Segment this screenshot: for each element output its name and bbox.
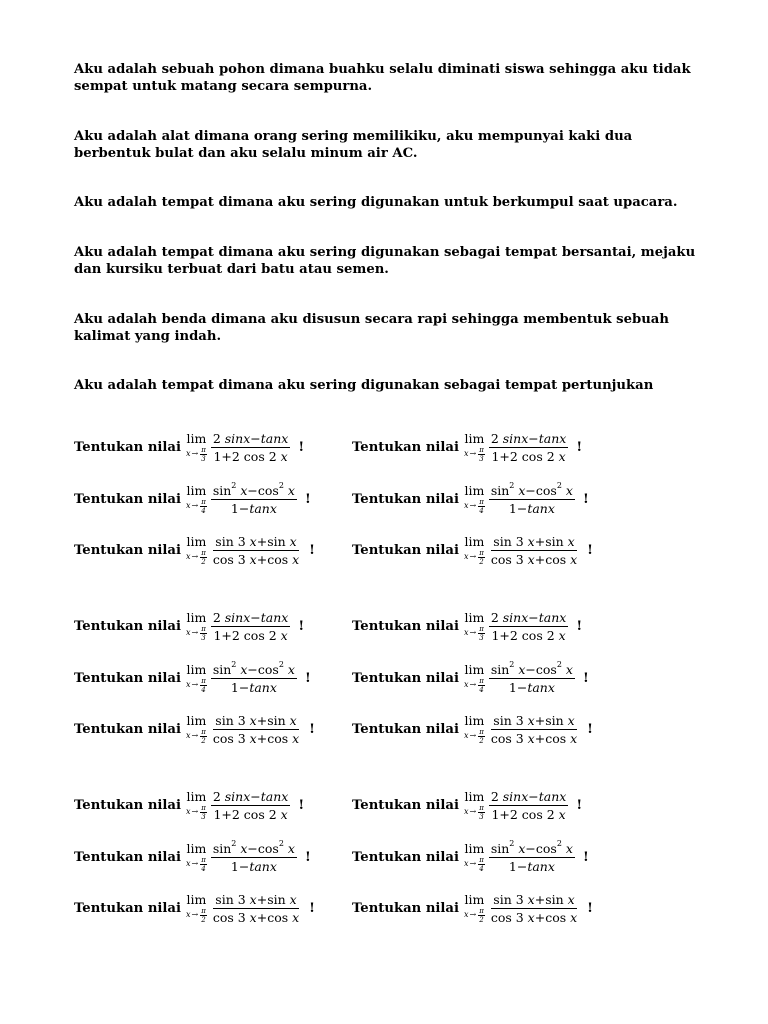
- lim-subscript: [464, 549, 485, 566]
- lim-target-numerator: π: [479, 497, 484, 506]
- arrow-icon: →: [469, 859, 477, 868]
- exclamation-mark: !: [298, 618, 305, 634]
- lim-variable: x: [185, 501, 191, 510]
- limit-problem: [74, 652, 311, 704]
- lim-subscript: [464, 728, 485, 745]
- fraction-denominator: cos 3 x+cos x: [490, 551, 578, 567]
- lim-word: lim: [186, 661, 207, 677]
- lim-target-numerator: π: [201, 445, 206, 454]
- fraction-numerator: sin 3 x+sin x: [493, 891, 575, 907]
- limit-operator: [186, 842, 207, 873]
- problem-label: Tentukan nilai: [352, 439, 459, 455]
- limit-operator: [186, 484, 207, 515]
- riddle-text: Aku adalah tempat dimana aku sering digunakan sebagai tempat bersantai, mejaku dan kursiku terbuat dari batu atau semen.: [74, 245, 696, 277]
- fraction-denominator: cos 3 x+cos x: [212, 909, 300, 925]
- lim-word: lim: [464, 609, 485, 625]
- exclamation-mark: !: [576, 439, 583, 455]
- limit-fraction: [211, 892, 301, 925]
- limit-operator: [464, 535, 485, 566]
- arrow-icon: →: [469, 807, 477, 816]
- fraction-numerator: 2 sinx−tanx: [212, 788, 289, 804]
- lim-variable: x: [463, 807, 469, 816]
- lim-target: [200, 907, 207, 924]
- lim-target-denominator: 4: [479, 685, 484, 694]
- lim-subscript: [186, 804, 207, 821]
- fraction-numerator: sin 3 x+sin x: [215, 533, 297, 549]
- fraction-numerator: sin 3 x+sin x: [215, 891, 297, 907]
- lim-target: [200, 625, 207, 642]
- riddle-text: Aku adalah tempat dimana aku sering digunakan sebagai tempat pertunjukan: [74, 378, 654, 393]
- lim-word: lim: [464, 712, 485, 728]
- lim-target-denominator: 3: [201, 633, 206, 642]
- arrow-icon: →: [191, 449, 199, 458]
- fraction-numerator: 2 sinx−tanx: [490, 609, 567, 625]
- fraction-numerator: $\sin^2 x-\cos^2$ x: [212, 660, 295, 677]
- exclamation-mark: !: [309, 721, 315, 737]
- exclamation-mark: !: [582, 670, 589, 686]
- fraction-numerator: 2 sinx−tanx: [212, 430, 289, 446]
- lim-variable: x: [185, 910, 191, 919]
- limit-operator: [464, 611, 485, 642]
- lim-word: lim: [186, 609, 207, 625]
- limit-operator: [464, 714, 485, 745]
- fraction-denominator: 1+2 cos 2 x: [491, 627, 566, 643]
- limit-problem: [352, 524, 593, 576]
- lim-target-denominator: 4: [201, 685, 206, 694]
- limit-problem: [352, 882, 593, 934]
- lim-word: lim: [464, 661, 485, 677]
- lim-target-denominator: 3: [479, 454, 484, 463]
- lim-target-denominator: 3: [201, 454, 206, 463]
- lim-target-denominator: 2: [479, 736, 484, 745]
- lim-word: lim: [464, 533, 485, 549]
- lim-word: lim: [186, 891, 207, 907]
- fraction-denominator: 1−tanx: [230, 500, 277, 516]
- fraction-denominator: 1−tanx: [508, 500, 555, 516]
- limit-fraction: [489, 841, 575, 874]
- limit-fraction: [211, 841, 297, 874]
- lim-target-numerator: π: [201, 624, 206, 633]
- lim-target: [200, 728, 207, 745]
- fraction-numerator: $\sin^2 x-\cos^2$ x: [490, 660, 573, 677]
- lim-target-denominator: 2: [201, 736, 206, 745]
- lim-target-denominator: 2: [201, 557, 206, 566]
- fraction-numerator: 2 sinx−tanx: [490, 788, 567, 804]
- problem-label: Tentukan nilai: [352, 797, 459, 813]
- fraction-denominator: cos 3 x+cos x: [490, 909, 578, 925]
- problem-label: Tentukan nilai: [352, 542, 459, 558]
- limit-problem: [352, 652, 589, 704]
- limit-operator: [186, 714, 207, 745]
- problem-label: Tentukan nilai: [352, 721, 459, 737]
- lim-target-denominator: 3: [479, 812, 484, 821]
- lim-target: [478, 498, 485, 515]
- limit-problem: [74, 882, 315, 934]
- arrow-icon: →: [191, 628, 199, 637]
- fraction-numerator: $\sin^2 x-\cos^2$ x: [490, 839, 573, 856]
- lim-target-numerator: π: [201, 497, 206, 506]
- lim-target-denominator: 4: [479, 506, 484, 515]
- problem-label: Tentukan nilai: [352, 618, 459, 634]
- problem-label: Tentukan nilai: [74, 721, 181, 737]
- lim-subscript: [464, 625, 485, 642]
- lim-target-denominator: 4: [479, 864, 484, 873]
- fraction-denominator: 1+2 cos 2 x: [213, 448, 288, 464]
- arrow-icon: →: [469, 731, 477, 740]
- lim-target-numerator: π: [479, 676, 484, 685]
- limit-problem: [74, 703, 315, 755]
- limit-operator: [186, 535, 207, 566]
- lim-target-numerator: π: [479, 445, 484, 454]
- limit-operator: [464, 842, 485, 873]
- fraction-denominator: 1−tanx: [230, 858, 277, 874]
- arrow-icon: →: [191, 807, 199, 816]
- lim-subscript: [186, 549, 207, 566]
- exclamation-mark: !: [309, 900, 315, 916]
- exclamation-mark: !: [582, 849, 589, 865]
- fraction-numerator: $\sin^2 x-\cos^2$ x: [212, 481, 295, 498]
- arrow-icon: →: [191, 859, 199, 868]
- limit-problem: [74, 524, 315, 576]
- fraction-numerator: $\sin^2 x-\cos^2$ x: [490, 481, 573, 498]
- limit-operator: [186, 611, 207, 642]
- exclamation-mark: !: [309, 542, 315, 558]
- lim-target-numerator: π: [201, 548, 206, 557]
- lim-word: lim: [186, 430, 207, 446]
- limit-fraction: [489, 431, 569, 464]
- lim-subscript: [186, 446, 207, 463]
- limit-operator: [464, 484, 485, 515]
- lim-variable: x: [185, 807, 191, 816]
- lim-variable: x: [185, 859, 191, 868]
- problem-label: Tentukan nilai: [74, 900, 181, 916]
- limit-operator: [186, 432, 207, 463]
- fraction-denominator: 1+2 cos 2 x: [491, 806, 566, 822]
- fraction-denominator: cos 3 x+cos x: [212, 551, 300, 567]
- limit-problem: [352, 473, 589, 525]
- problem-label: Tentukan nilai: [74, 797, 181, 813]
- arrow-icon: →: [469, 680, 477, 689]
- lim-subscript: [464, 677, 485, 694]
- lim-target-denominator: 3: [201, 812, 206, 821]
- lim-subscript: [186, 498, 207, 515]
- exclamation-mark: !: [587, 900, 593, 916]
- exclamation-mark: !: [587, 542, 593, 558]
- limit-fraction: [211, 534, 301, 567]
- lim-target-denominator: 4: [201, 506, 206, 515]
- arrow-icon: →: [469, 628, 477, 637]
- lim-subscript: [186, 677, 207, 694]
- limit-problem: [352, 831, 589, 883]
- lim-word: lim: [186, 533, 207, 549]
- lim-variable: x: [185, 731, 191, 740]
- arrow-icon: →: [469, 449, 477, 458]
- lim-target-denominator: 2: [479, 557, 484, 566]
- problem-label: Tentukan nilai: [74, 849, 181, 865]
- lim-subscript: [464, 498, 485, 515]
- arrow-icon: →: [191, 552, 199, 561]
- limit-fraction: [211, 713, 301, 746]
- problem-label: Tentukan nilai: [74, 670, 181, 686]
- limit-fraction: [489, 789, 569, 822]
- lim-target: [200, 677, 207, 694]
- riddle-text: Aku adalah alat dimana orang sering memilikiku, aku mempunyai kaki dua berbentuk bulat dan aku selalu minum air AC.: [74, 129, 633, 161]
- fraction-numerator: sin 3 x+sin x: [215, 712, 297, 728]
- lim-word: lim: [464, 840, 485, 856]
- arrow-icon: →: [191, 910, 199, 919]
- limit-operator: [186, 663, 207, 694]
- lim-target-numerator: π: [201, 855, 206, 864]
- fraction-denominator: 1+2 cos 2 x: [213, 627, 288, 643]
- limit-problem: [352, 600, 582, 652]
- lim-target-numerator: π: [479, 727, 484, 736]
- lim-word: lim: [186, 712, 207, 728]
- problem-label: Tentukan nilai: [352, 491, 459, 507]
- arrow-icon: →: [469, 910, 477, 919]
- limit-operator: [186, 893, 207, 924]
- limit-problem: [74, 779, 304, 831]
- lim-subscript: [186, 728, 207, 745]
- lim-word: lim: [464, 430, 485, 446]
- lim-target-denominator: 4: [201, 864, 206, 873]
- lim-variable: x: [463, 680, 469, 689]
- fraction-denominator: 1−tanx: [508, 858, 555, 874]
- exclamation-mark: !: [304, 670, 311, 686]
- lim-target: [478, 625, 485, 642]
- fraction-denominator: 1+2 cos 2 x: [491, 448, 566, 464]
- lim-target-numerator: π: [201, 727, 206, 736]
- limit-fraction: [489, 892, 579, 925]
- lim-target-numerator: π: [479, 803, 484, 812]
- lim-target-numerator: π: [201, 906, 206, 915]
- arrow-icon: →: [469, 501, 477, 510]
- fraction-denominator: 1−tanx: [230, 679, 277, 695]
- fraction-numerator: sin 3 x+sin x: [493, 533, 575, 549]
- limit-fraction: [211, 483, 297, 516]
- lim-target: [478, 856, 485, 873]
- limit-fraction: [489, 610, 569, 643]
- lim-target: [478, 549, 485, 566]
- lim-variable: x: [185, 628, 191, 637]
- exclamation-mark: !: [298, 439, 305, 455]
- limit-fraction: [211, 789, 291, 822]
- lim-subscript: [464, 804, 485, 821]
- lim-target: [478, 728, 485, 745]
- lim-variable: x: [463, 501, 469, 510]
- limit-fraction: [489, 483, 575, 516]
- fraction-numerator: sin 3 x+sin x: [493, 712, 575, 728]
- lim-target: [478, 446, 485, 463]
- lim-word: lim: [186, 840, 207, 856]
- lim-target-numerator: π: [479, 548, 484, 557]
- lim-variable: x: [185, 680, 191, 689]
- lim-target-numerator: π: [479, 855, 484, 864]
- limit-operator: [186, 790, 207, 821]
- lim-variable: x: [463, 628, 469, 637]
- arrow-icon: →: [191, 501, 199, 510]
- lim-subscript: [186, 907, 207, 924]
- limit-fraction: [489, 713, 579, 746]
- lim-variable: x: [463, 552, 469, 561]
- limit-problem: [74, 421, 304, 473]
- lim-target-numerator: π: [201, 676, 206, 685]
- fraction-denominator: cos 3 x+cos x: [212, 730, 300, 746]
- limit-fraction: [489, 662, 575, 695]
- arrow-icon: →: [191, 731, 199, 740]
- lim-subscript: [464, 446, 485, 463]
- arrow-icon: →: [469, 552, 477, 561]
- lim-subscript: [186, 625, 207, 642]
- lim-subscript: [464, 907, 485, 924]
- lim-subscript: [186, 856, 207, 873]
- fraction-denominator: cos 3 x+cos x: [490, 730, 578, 746]
- riddle-text: Aku adalah tempat dimana aku sering digunakan untuk berkumpul saat upacara.: [74, 195, 678, 210]
- limit-fraction: [211, 662, 297, 695]
- lim-variable: x: [463, 910, 469, 919]
- lim-target-denominator: 2: [201, 915, 206, 924]
- lim-variable: x: [463, 731, 469, 740]
- problem-label: Tentukan nilai: [352, 670, 459, 686]
- exclamation-mark: !: [304, 491, 311, 507]
- problem-label: Tentukan nilai: [352, 849, 459, 865]
- lim-word: lim: [464, 482, 485, 498]
- riddle-text: Aku adalah benda dimana aku disusun secara rapi sehingga membentuk sebuah kalimat yang indah.: [74, 312, 669, 344]
- lim-variable: x: [463, 449, 469, 458]
- lim-target-denominator: 2: [479, 915, 484, 924]
- lim-word: lim: [464, 891, 485, 907]
- riddle-text: Aku adalah sebuah pohon dimana buahku selalu diminati siswa sehingga aku tidak sempat untuk matang secara sempurna.: [74, 62, 691, 94]
- lim-subscript: [464, 856, 485, 873]
- lim-target: [478, 804, 485, 821]
- lim-word: lim: [186, 788, 207, 804]
- exclamation-mark: !: [576, 797, 583, 813]
- limit-problem: [74, 600, 304, 652]
- exclamation-mark: !: [582, 491, 589, 507]
- exclamation-mark: !: [304, 849, 311, 865]
- problem-label: Tentukan nilai: [74, 542, 181, 558]
- lim-variable: x: [463, 859, 469, 868]
- limit-problem: [74, 831, 311, 883]
- fraction-numerator: 2 sinx−tanx: [212, 609, 289, 625]
- limit-operator: [464, 432, 485, 463]
- arrow-icon: →: [191, 680, 199, 689]
- fraction-numerator: $\sin^2 x-\cos^2$ x: [212, 839, 295, 856]
- limit-operator: [464, 663, 485, 694]
- lim-target: [200, 804, 207, 821]
- limit-problem: [352, 779, 582, 831]
- exclamation-mark: !: [298, 797, 305, 813]
- fraction-denominator: 1−tanx: [508, 679, 555, 695]
- fraction-denominator: 1+2 cos 2 x: [213, 806, 288, 822]
- lim-target-numerator: π: [479, 624, 484, 633]
- lim-target-numerator: π: [479, 906, 484, 915]
- lim-variable: x: [185, 449, 191, 458]
- lim-word: lim: [464, 788, 485, 804]
- problem-label: Tentukan nilai: [352, 900, 459, 916]
- lim-target-denominator: 3: [479, 633, 484, 642]
- lim-target: [200, 446, 207, 463]
- limit-fraction: [489, 534, 579, 567]
- exclamation-mark: !: [576, 618, 583, 634]
- limit-operator: [464, 893, 485, 924]
- limit-operator: [464, 790, 485, 821]
- lim-target: [200, 498, 207, 515]
- lim-word: lim: [186, 482, 207, 498]
- limit-problem: [74, 473, 311, 525]
- lim-target: [200, 549, 207, 566]
- lim-target: [478, 907, 485, 924]
- limit-fraction: [211, 431, 291, 464]
- problem-label: Tentukan nilai: [74, 491, 181, 507]
- problem-label: Tentukan nilai: [74, 618, 181, 634]
- problem-label: Tentukan nilai: [74, 439, 181, 455]
- lim-target: [478, 677, 485, 694]
- exclamation-mark: !: [587, 721, 593, 737]
- limit-fraction: [211, 610, 291, 643]
- lim-target-numerator: π: [201, 803, 206, 812]
- lim-target: [200, 856, 207, 873]
- lim-variable: x: [185, 552, 191, 561]
- limit-problem: [352, 703, 593, 755]
- limit-problem: [352, 421, 582, 473]
- fraction-numerator: 2 sinx−tanx: [490, 430, 567, 446]
